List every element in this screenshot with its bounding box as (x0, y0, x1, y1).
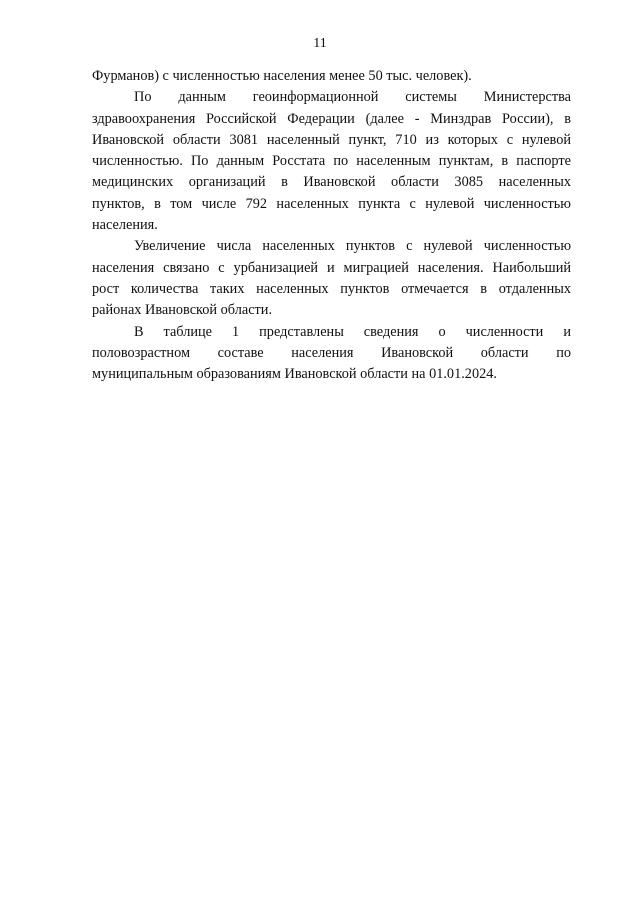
text-line: районах Ивановской области. (92, 302, 273, 319)
text-line: населения. (92, 217, 158, 234)
text-line: Ивановской области 3081 населенный пункт, 710 из которых с нулевой (92, 131, 571, 148)
text-line: Увеличение числа населенных пунктов с нулевой численностью (134, 238, 571, 255)
paragraph-geoinformation (92, 87, 571, 236)
text-line: Фурманов) с численностью населения менее 50 тыс. человек). (92, 68, 472, 84)
paragraph-table-reference (92, 322, 571, 386)
text-line: численностью. По данным Росстата по населенным пунктам, в паспорте (92, 153, 571, 170)
document-body (92, 66, 571, 385)
text-line: пунктов, в том числе 792 населенных пункта с нулевой численностью (92, 195, 571, 212)
page-number: 11 (313, 36, 327, 51)
text-line: муниципальным образованиям Ивановской области на 01.01.2024. (92, 366, 497, 383)
text-line: медицинских организаций в Ивановской области 3085 населенных (92, 174, 571, 191)
paragraph-urbanization (92, 236, 571, 321)
paragraph-continuation (92, 66, 571, 87)
text-line: По данным геоинформационной системы Министерства (134, 89, 571, 106)
text-line: здравоохранения Российской Федерации (далее - Минздрав России), в (92, 110, 571, 127)
text-line: В таблице 1 представлены сведения о численности и (134, 323, 571, 340)
text-line: половозрастном составе населения Ивановской области по (92, 344, 571, 361)
text-line: населения связано с урбанизацией и миграцией населения. Наибольший (92, 259, 571, 276)
text-line: рост количества таких населенных пунктов отмечается в отдаленных (92, 280, 571, 297)
